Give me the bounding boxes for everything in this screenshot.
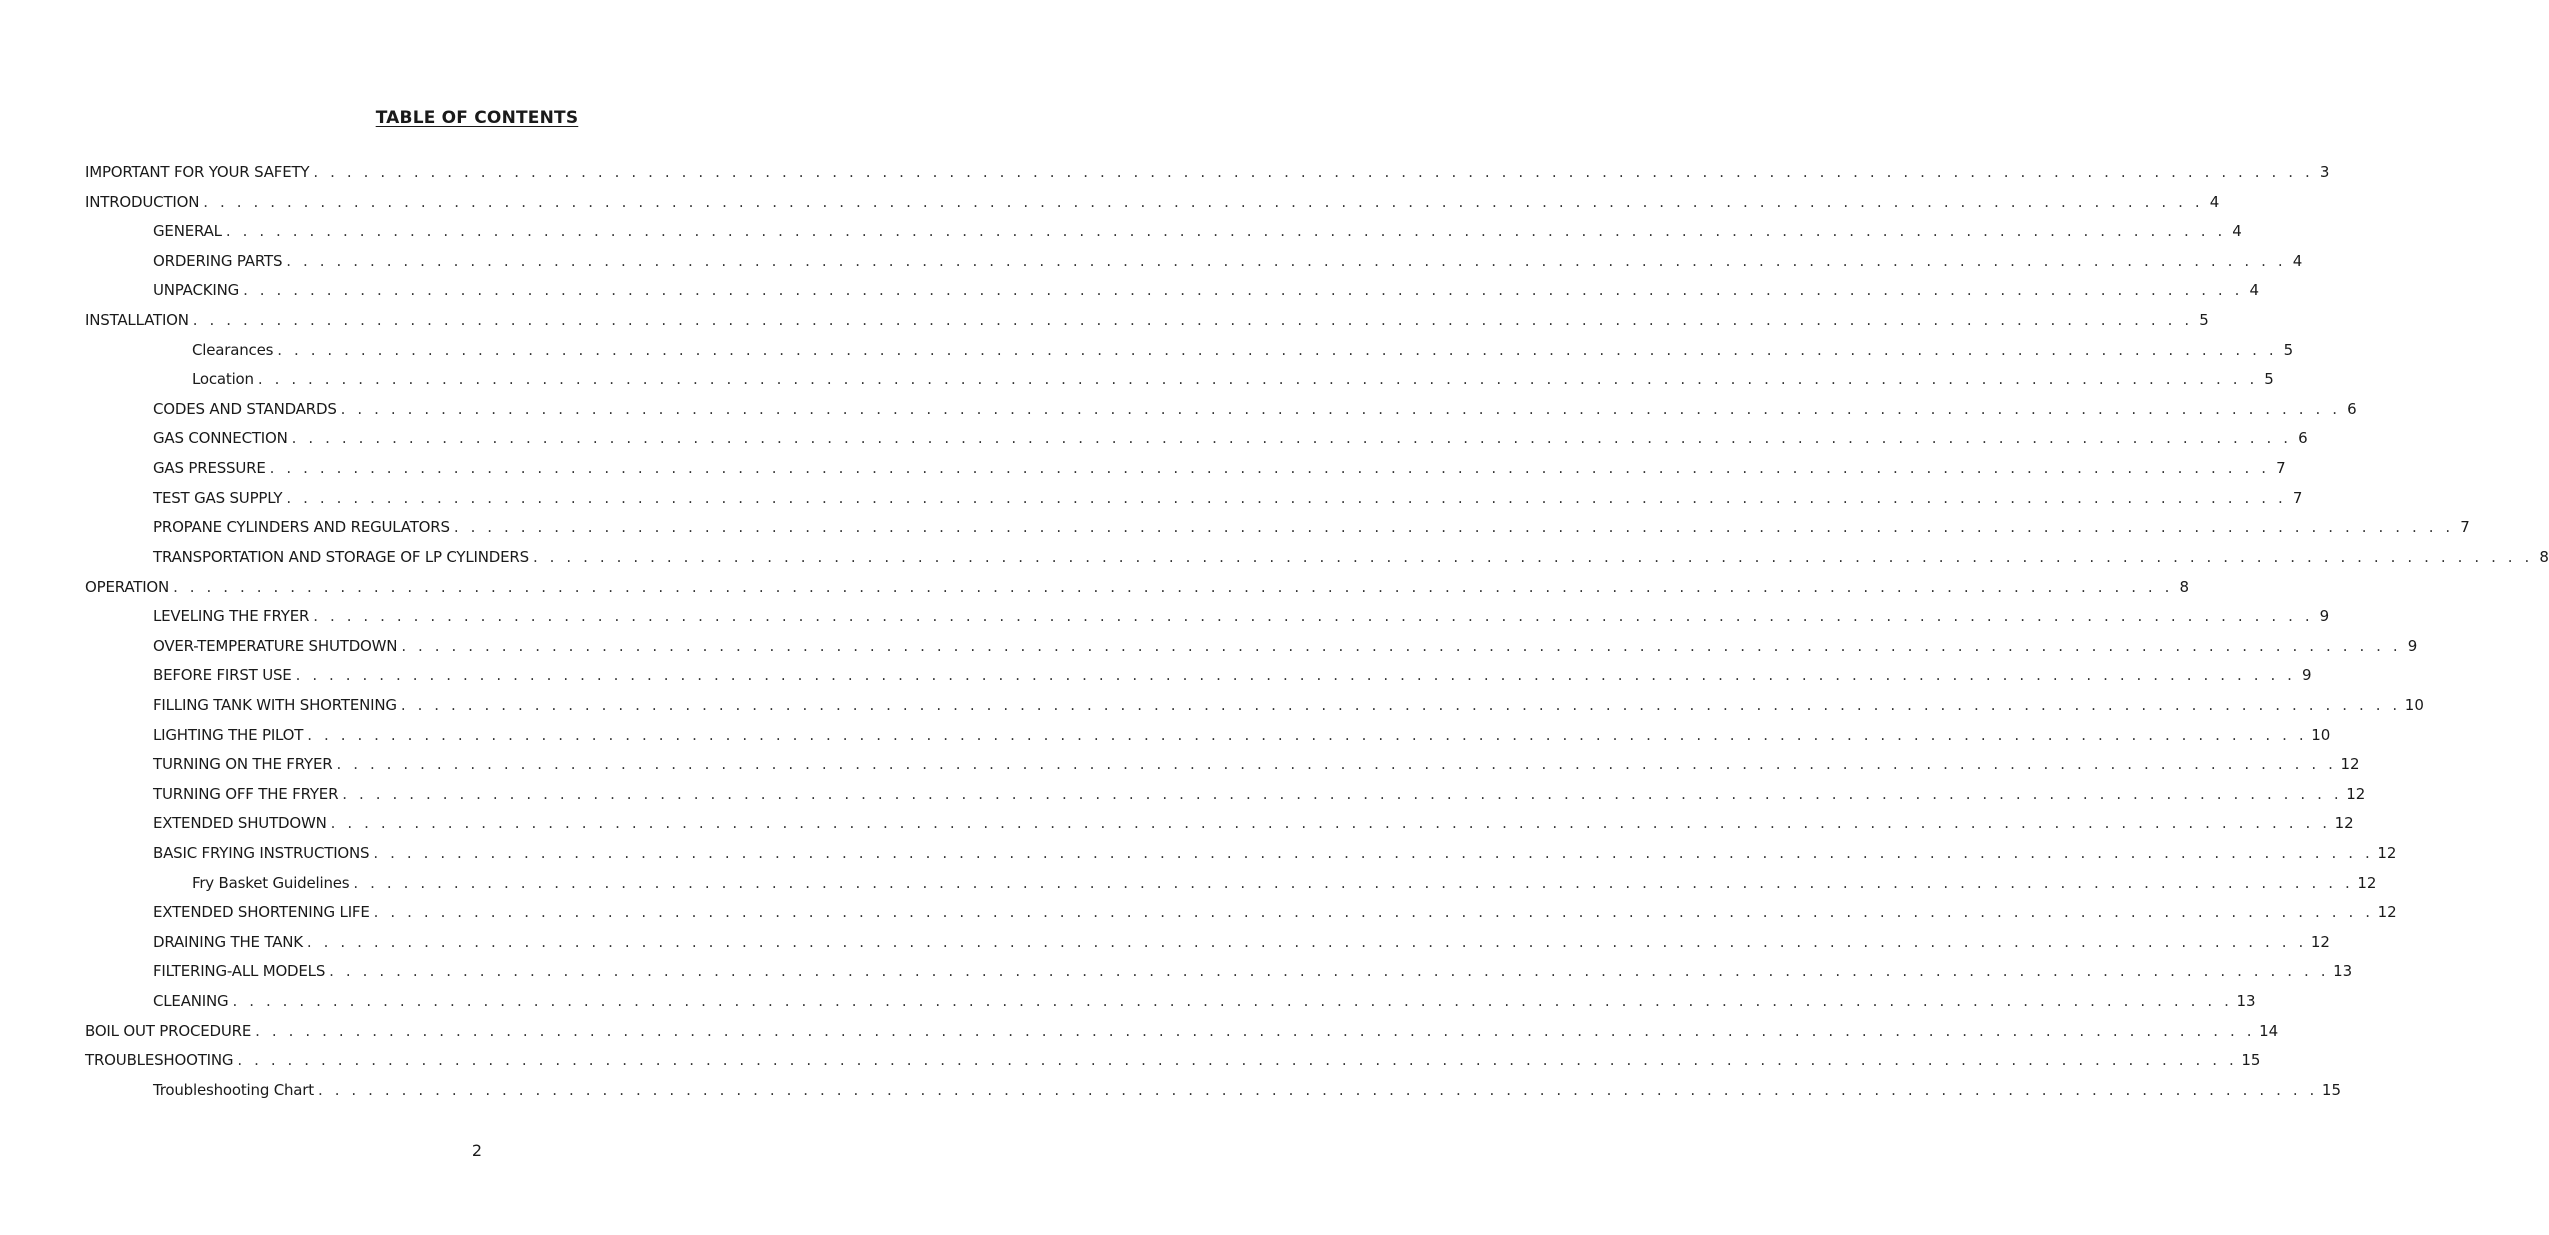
dot-leader: . . . . . . . . . . . . . . . . . . . . . . . . . . . . . . . . . . . . . . . . . . . . . . . . . . . . . . . . . . . . . . . . . . . . . . . . . . . . . . . . . . . . . . . . . . . . . . . . . . . . . . . . . . . . . . . . . . . . . . . . [329,962,2330,981]
toc-entry-label: CODES AND STANDARDS [153,399,337,418]
toc-entry-page: 12 [2334,814,2354,833]
toc-entry-page: 7 [2276,459,2286,478]
toc-entry-label: ORDERING PARTS [153,251,283,270]
toc-entry-label: TURNING OFF THE FRYER [153,784,339,803]
dot-leader: . . . . . . . . . . . . . . . . . . . . . . . . . . . . . . . . . . . . . . . . . . . . . . . . . . . . . . . . . . . . . . . . . . . . . . . . . . . . . . . . . . . . . . . . . . . . . . . . . . . . . . . . . . . . . . . . . . . . . . . . [232,992,2233,1011]
dot-leader: . . . . . . . . . . . . . . . . . . . . . . . . . . . . . . . . . . . . . . . . . . . . . . . . . . . . . . . . . . . . . . . . . . . . . . . . . . . . . . . . . . . . . . . . . . . . . . . . . . . . . . . . . . . . . . . . . . . . . . . . [277,340,2278,359]
dot-leader: . . . . . . . . . . . . . . . . . . . . . . . . . . . . . . . . . . . . . . . . . . . . . . . . . . . . . . . . . . . . . . . . . . . . . . . . . . . . . . . . . . . . . . . . . . . . . . . . . . . . . . . . . . . . . . . . . . . . . . . . [532,547,2533,566]
toc-entry-label: GAS CONNECTION [153,429,288,448]
toc-entry-label: FILTERING-ALL MODELS [153,962,326,981]
toc-entry [0,311,2209,341]
toc-entry-page: 13 [2333,962,2353,981]
toc-entry [0,932,2330,963]
dot-leader: . . . . . . . . . . . . . . . . . . . . . . . . . . . . . . . . . . . . . . . . . . . . . . . . . . . . . . . . . . . . . . . . . . . . . . . . . . . . . . . . . . . . . . . . . . . . . . . . . . . . . . . . . . . . . . . . . . . . . . . . [237,1051,2238,1070]
toc-entry-page: 8 [2539,547,2549,566]
toc-entry [0,281,2260,311]
dot-leader: . . . . . . . . . . . . . . . . . . . . . . . . . . . . . . . . . . . . . . . . . . . . . . . . . . . . . . . . . . . . . . . . . . . . . . . . . . . . . . . . . . . . . . . . . . . . . . . . . . . . . . . . . . . . . . . . . . . . . . . . [225,222,2226,241]
toc-entry-page: 12 [2357,873,2377,892]
toc-entry [0,459,2286,489]
dot-leader: . . . . . . . . . . . . . . . . . . . . . . . . . . . . . . . . . . . . . . . . . . . . . . . . . . . . . . . . . . . . . . . . . . . . . . . . . . . . . . . . . . . . . . . . . . . . . . . . . . . . . . . . . . . . . . . . . . . . . . . . [255,1021,2256,1040]
toc-entry-label: TEST GAS SUPPLY [153,488,283,507]
toc-entry-label: Location [192,370,254,389]
dot-leader: . . . . . . . . . . . . . . . . . . . . . . . . . . . . . . . . . . . . . . . . . . . . . . . . . . . . . . . . . . . . . . . . . . . . . . . . . . . . . . . . . . . . . . . . . . . . . . . . . . . . . . . . . . . . . . . . . . . . . . . . [336,755,2337,774]
toc-entry-label: EXTENDED SHORTENING LIFE [153,903,370,922]
toc-entry-page: 5 [2199,311,2209,330]
toc-entry-page: 7 [2292,488,2303,507]
dot-leader: . . . . . . . . . . . . . . . . . . . . . . . . . . . . . . . . . . . . . . . . . . . . . . . . . . . . . . . . . . . . . . . . . . . . . . . . . . . . . . . . . . . . . . . . . . . . . . . . . . . . . . . . . . . . . . . . . . . . . . . . [286,251,2287,270]
page-number: 2 [471,1141,483,1160]
toc-entry [0,607,2330,637]
dot-leader: . . . . . . . . . . . . . . . . . . . . . . . . . . . . . . . . . . . . . . . . . . . . . . . . . . . . . . . . . . . . . . . . . . . . . . . . . . . . . . . . . . . . . . . . . . . . . . . . . . . . . . . . . . . . . . . . . . . . . . . . [330,814,2331,833]
toc-title: TABLE OF CONTENTS [375,108,579,128]
toc-entry-label: FILLING TANK WITH SHORTENING [153,695,397,714]
dot-leader: . . . . . . . . . . . . . . . . . . . . . . . . . . . . . . . . . . . . . . . . . . . . . . . . . . . . . . . . . . . . . . . . . . . . . . . . . . . . . . . . . . . . . . . . . . . . . . . . . . . . . . . . . . . . . . . . . . . . . . . . [373,844,2374,863]
dot-leader: . . . . . . . . . . . . . . . . . . . . . . . . . . . . . . . . . . . . . . . . . . . . . . . . . . . . . . . . . . . . . . . . . . . . . . . . . . . . . . . . . . . . . . . . . . . . . . . . . . . . . . . . . . . . . . . . . . . . . . . . [401,636,2402,655]
dot-leader: . . . . . . . . . . . . . . . . . . . . . . . . . . . . . . . . . . . . . . . . . . . . . . . . . . . . . . . . . . . . . . . . . . . . . . . . . . . . . . . . . . . . . . . . . . . . . . . . . . . . . . . . . . . . . . . . . . . . . . . . [257,370,2258,389]
toc-entry [0,370,2274,400]
toc-entry-page: 4 [2209,192,2220,211]
toc-entry [0,636,2418,667]
toc-entry-page: 3 [2319,163,2330,181]
toc-entry [0,163,2330,193]
dot-leader: . . . . . . . . . . . . . . . . . . . . . . . . . . . . . . . . . . . . . . . . . . . . . . . . . . . . . . . . . . . . . . . . . . . . . . . . . . . . . . . . . . . . . . . . . . . . . . . . . . . . . . . . . . . . . . . . . . . . . . . . [173,577,2174,596]
toc-entry-label: LEVELING THE FRYER [153,607,310,626]
dot-leader: . . . . . . . . . . . . . . . . . . . . . . . . . . . . . . . . . . . . . . . . . . . . . . . . . . . . . . . . . . . . . . . . . . . . . . . . . . . . . . . . . . . . . . . . . . . . . . . . . . . . . . . . . . . . . . . . . . . . . . . . [453,518,2454,537]
toc-entry-page: 15 [2241,1051,2261,1070]
toc-entry-label: UNPACKING [153,281,240,300]
toc-entry-page: 12 [2346,784,2366,803]
toc-entry-page: 6 [2298,429,2308,448]
dot-leader: . . . . . . . . . . . . . . . . . . . . . . . . . . . . . . . . . . . . . . . . . . . . . . . . . . . . . . . . . . . . . . . . . . . . . . . . . . . . . . . . . . . . . . . . . . . . . . . . . . . . . . . . . . . . . . . . . . . . . . . . [295,666,2296,685]
toc-entry-label: TURNING ON THE FRYER [153,755,333,774]
dot-leader: . . . . . . . . . . . . . . . . . . . . . . . . . . . . . . . . . . . . . . . . . . . . . . . . . . . . . . . . . . . . . . . . . . . . . . . . . . . . . . . . . . . . . . . . . . . . . . . . . . . . . . . . . . . . . . . . . . . . . . . . [307,725,2308,744]
toc-entry [0,755,2360,785]
toc-entry [0,725,2331,756]
toc-entry-page: 14 [2259,1021,2279,1040]
toc-entry-label: TROUBLESHOOTING [85,1051,234,1070]
toc-entry-page: 7 [2460,518,2470,537]
toc-entry-page: 9 [2319,607,2330,626]
dot-leader: . . . . . . . . . . . . . . . . . . . . . . . . . . . . . . . . . . . . . . . . . . . . . . . . . . . . . . . . . . . . . . . . . . . . . . . . . . . . . . . . . . . . . . . . . . . . . . . . . . . . . . . . . . . . . . . . . . . . . . . . [313,163,2314,181]
toc-entry-label: IMPORTANT FOR YOUR SAFETY [85,163,310,181]
toc-entry [0,873,2377,904]
dot-leader: . . . . . . . . . . . . . . . . . . . . . . . . . . . . . . . . . . . . . . . . . . . . . . . . . . . . . . . . . . . . . . . . . . . . . . . . . . . . . . . . . . . . . . . . . . . . . . . . . . . . . . . . . . . . . . . . . . . . . . . . [269,459,2270,478]
toc-entry-label: DRAINING THE TANK [153,932,303,951]
toc-entry-page: 9 [2407,636,2418,655]
toc-entry [0,192,2220,223]
toc-entry [0,577,2190,608]
dot-leader: . . . . . . . . . . . . . . . . . . . . . . . . . . . . . . . . . . . . . . . . . . . . . . . . . . . . . . . . . . . . . . . . . . . . . . . . . . . . . . . . . . . . . . . . . . . . . . . . . . . . . . . . . . . . . . . . . . . . . . . . [342,784,2343,803]
toc-entry [0,1051,2261,1081]
toc-entry [0,666,2312,696]
toc-entry [0,814,2354,844]
toc-entry [0,429,2308,459]
dot-leader: . . . . . . . . . . . . . . . . . . . . . . . . . . . . . . . . . . . . . . . . . . . . . . . . . . . . . . . . . . . . . . . . . . . . . . . . . . . . . . . . . . . . . . . . . . . . . . . . . . . . . . . . . . . . . . . . . . . . . . . . [400,695,2401,714]
toc-entry [0,222,2242,252]
toc-entry [0,844,2397,874]
dot-leader: . . . . . . . . . . . . . . . . . . . . . . . . . . . . . . . . . . . . . . . . . . . . . . . . . . . . . . . . . . . . . . . . . . . . . . . . . . . . . . . . . . . . . . . . . . . . . . . . . . . . . . . . . . . . . . . . . . . . . . . . [286,488,2287,507]
toc-entry [0,251,2303,282]
toc-entry [0,962,2353,992]
toc-entry [0,340,2294,371]
toc-entry-label: PROPANE CYLINDERS AND REGULATORS [153,518,450,537]
toc-entry-label: Troubleshooting Chart [153,1080,314,1099]
toc-entry [0,1021,2279,1052]
toc-entry-label: BOIL OUT PROCEDURE [85,1021,252,1040]
toc-entry-page: 8 [2179,577,2190,596]
toc-entry-label: BASIC FRYING INSTRUCTIONS [153,844,370,863]
toc-entry-label: CLEANING [153,992,229,1011]
toc-entry-page: 6 [2347,399,2357,418]
dot-leader: . . . . . . . . . . . . . . . . . . . . . . . . . . . . . . . . . . . . . . . . . . . . . . . . . . . . . . . . . . . . . . . . . . . . . . . . . . . . . . . . . . . . . . . . . . . . . . . . . . . . . . . . . . . . . . . . . . . . . . . . [243,281,2244,300]
toc-entry-page: 12 [2377,903,2397,922]
toc-entry [0,1080,2342,1111]
dot-leader: . . . . . . . . . . . . . . . . . . . . . . . . . . . . . . . . . . . . . . . . . . . . . . . . . . . . . . . . . . . . . . . . . . . . . . . . . . . . . . . . . . . . . . . . . . . . . . . . . . . . . . . . . . . . . . . . . . . . . . . . [192,311,2193,330]
toc-entry [0,695,2424,726]
toc-entry-label: Clearances [192,340,274,359]
dot-leader: . . . . . . . . . . . . . . . . . . . . . . . . . . . . . . . . . . . . . . . . . . . . . . . . . . . . . . . . . . . . . . . . . . . . . . . . . . . . . . . . . . . . . . . . . . . . . . . . . . . . . . . . . . . . . . . . . . . . . . . . [313,607,2314,626]
dot-leader: . . . . . . . . . . . . . . . . . . . . . . . . . . . . . . . . . . . . . . . . . . . . . . . . . . . . . . . . . . . . . . . . . . . . . . . . . . . . . . . . . . . . . . . . . . . . . . . . . . . . . . . . . . . . . . . . . . . . . . . . [373,903,2374,922]
toc-entry-label: OPERATION [85,577,170,596]
dot-leader: . . . . . . . . . . . . . . . . . . . . . . . . . . . . . . . . . . . . . . . . . . . . . . . . . . . . . . . . . . . . . . . . . . . . . . . . . . . . . . . . . . . . . . . . . . . . . . . . . . . . . . . . . . . . . . . . . . . . . . . . [306,932,2307,951]
toc-entry-label: INTRODUCTION [85,192,200,211]
toc-entry-page: 5 [2264,370,2274,389]
dot-leader: . . . . . . . . . . . . . . . . . . . . . . . . . . . . . . . . . . . . . . . . . . . . . . . . . . . . . . . . . . . . . . . . . . . . . . . . . . . . . . . . . . . . . . . . . . . . . . . . . . . . . . . . . . . . . . . . . . . . . . . . [340,399,2341,418]
toc-entry [0,547,2549,578]
toc-entry-page: 5 [2283,340,2294,359]
toc-entry-page: 12 [2310,932,2330,951]
toc-entry-page: 4 [2249,281,2260,300]
dot-leader: . . . . . . . . . . . . . . . . . . . . . . . . . . . . . . . . . . . . . . . . . . . . . . . . . . . . . . . . . . . . . . . . . . . . . . . . . . . . . . . . . . . . . . . . . . . . . . . . . . . . . . . . . . . . . . . . . . . . . . . . [291,429,2292,448]
toc-entry-page: 13 [2236,992,2256,1011]
toc-entry [0,399,2357,430]
toc-entry-page: 9 [2302,666,2312,685]
dot-leader: . . . . . . . . . . . . . . . . . . . . . . . . . . . . . . . . . . . . . . . . . . . . . . . . . . . . . . . . . . . . . . . . . . . . . . . . . . . . . . . . . . . . . . . . . . . . . . . . . . . . . . . . . . . . . . . . . . . . . . . . [317,1080,2318,1099]
toc-entry-label: TRANSPORTATION AND STORAGE OF LP CYLINDERS [153,547,529,566]
toc-entry-label: OVER-TEMPERATURE SHUTDOWN [153,636,398,655]
toc-entry-page: 15 [2321,1080,2342,1099]
toc-entry [0,992,2256,1022]
toc-entry-page: 12 [2340,755,2360,774]
toc-entry-label: LIGHTING THE PILOT [153,725,304,744]
toc-entry-page: 10 [2404,695,2424,714]
toc-entry-label: GAS PRESSURE [153,459,266,478]
toc-entry-page: 4 [2292,251,2303,270]
toc-entry [0,488,2303,519]
toc-entry-label: INSTALLATION [85,311,189,330]
toc-entry-label: EXTENDED SHUTDOWN [153,814,327,833]
toc-entry-label: Fry Basket Guidelines [192,873,350,892]
toc-entry-label: BEFORE FIRST USE [153,666,292,685]
dot-leader: . . . . . . . . . . . . . . . . . . . . . . . . . . . . . . . . . . . . . . . . . . . . . . . . . . . . . . . . . . . . . . . . . . . . . . . . . . . . . . . . . . . . . . . . . . . . . . . . . . . . . . . . . . . . . . . . . . . . . . . . [203,192,2204,211]
toc-entry-page: 12 [2377,844,2397,863]
toc-entry-label: GENERAL [153,222,222,241]
toc-entry [0,784,2366,815]
toc-entry-page: 4 [2232,222,2242,241]
toc-entry-page: 10 [2311,725,2331,744]
toc-list [0,163,2549,1111]
toc-entry [0,518,2470,548]
dot-leader: . . . . . . . . . . . . . . . . . . . . . . . . . . . . . . . . . . . . . . . . . . . . . . . . . . . . . . . . . . . . . . . . . . . . . . . . . . . . . . . . . . . . . . . . . . . . . . . . . . . . . . . . . . . . . . . . . . . . . . . . [353,873,2354,892]
toc-entry [0,903,2397,933]
